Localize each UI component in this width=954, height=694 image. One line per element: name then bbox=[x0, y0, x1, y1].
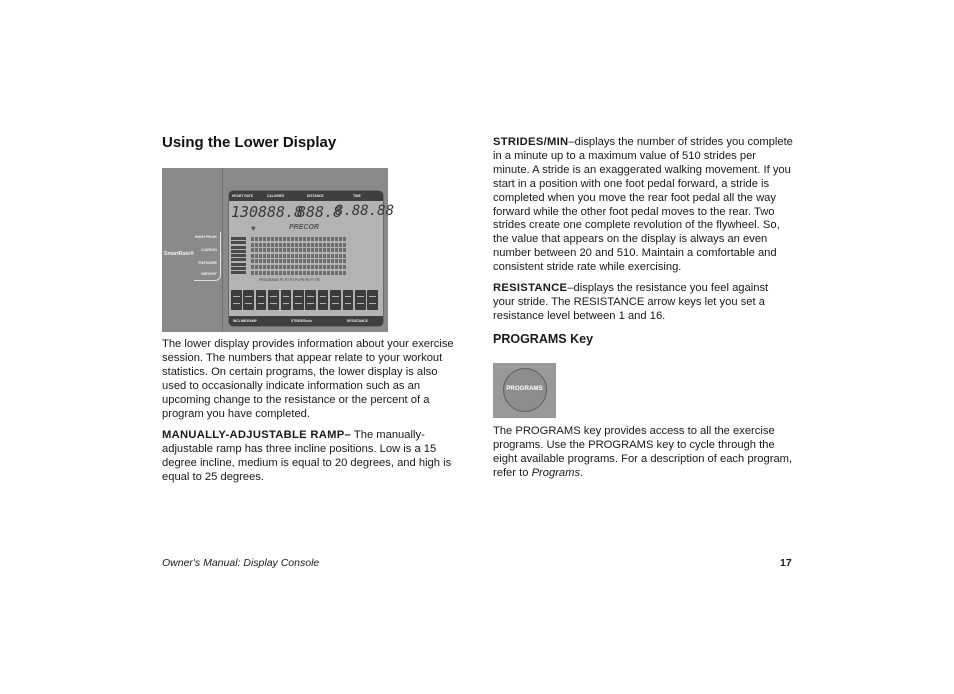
intensity-bars bbox=[231, 237, 246, 276]
lcd-footer-row bbox=[229, 316, 383, 326]
distance-readout: 888.8 bbox=[297, 203, 343, 221]
section-heading: Using the Lower Display bbox=[162, 134, 337, 151]
profile-column bbox=[319, 237, 322, 276]
program-profile-grid bbox=[251, 237, 347, 277]
program-label: CARDIO bbox=[201, 247, 217, 252]
smartrate-label: SmartRate® bbox=[164, 251, 194, 257]
message-digit bbox=[305, 290, 316, 310]
resistance-text: –displays the resistance you feel against your stride. The RESISTANCE arrow keys let you set a resistance level between 1 and 16. bbox=[493, 282, 769, 322]
profile-column bbox=[259, 237, 262, 276]
resistance-term: RESISTANCE bbox=[493, 282, 568, 294]
page-number: 17 bbox=[780, 557, 792, 569]
profile-column bbox=[343, 237, 346, 276]
programs-key-figure bbox=[493, 363, 556, 418]
profile-column bbox=[267, 237, 270, 276]
message-digit bbox=[343, 290, 354, 310]
message-digit bbox=[293, 290, 304, 310]
profile-column bbox=[279, 237, 282, 276]
profile-column bbox=[315, 237, 318, 276]
ramp-text: The manually-adjustable ramp has three incline positions. Low is a 15 degree incline, medium is equal to 20 degrees, and high is equal to 25 degrees. bbox=[162, 429, 452, 483]
console-display-figure bbox=[162, 168, 395, 332]
strides-term: STRIDES/MIN bbox=[493, 136, 569, 148]
brand-logo: PRECOR bbox=[289, 224, 319, 231]
message-digit bbox=[355, 290, 366, 310]
lcd-screen bbox=[228, 190, 395, 327]
profile-column bbox=[299, 237, 302, 276]
profile-column bbox=[291, 237, 294, 276]
profile-column bbox=[323, 237, 326, 276]
message-digit bbox=[318, 290, 329, 310]
programs-text: The PROGRAMS key provides access to all the exercise programs. Use the PROGRAMS key to cycle through the eight available programs. For a description of each program, refer to bbox=[493, 425, 793, 479]
lcd-header-label: TIME bbox=[353, 193, 361, 198]
profile-column bbox=[339, 237, 342, 276]
profile-column bbox=[311, 237, 314, 276]
lcd-header-label: CALORIES bbox=[267, 193, 285, 198]
profile-column bbox=[335, 237, 338, 276]
profile-column bbox=[307, 237, 310, 276]
heart-icon: ♥ bbox=[251, 224, 256, 233]
profile-column bbox=[331, 237, 334, 276]
profile-column bbox=[263, 237, 266, 276]
profile-column bbox=[327, 237, 330, 276]
lcd-footer-label: STRIDES/min bbox=[291, 318, 313, 323]
lcd-footer-label: INCLINE/RAMP bbox=[233, 318, 257, 323]
profile-column bbox=[295, 237, 298, 276]
time-readout: 8.88.88 bbox=[335, 203, 395, 219]
lcd-header-row bbox=[229, 191, 383, 201]
profile-column bbox=[303, 237, 306, 276]
message-digit bbox=[256, 290, 267, 310]
program-list bbox=[194, 232, 221, 281]
program-interval-labels: PROGRAMS P1 P2 P3 P4 P5 P6 P7 P8 bbox=[259, 278, 320, 282]
profile-column bbox=[255, 237, 258, 276]
message-digit bbox=[367, 290, 378, 310]
ramp-term: MANUALLY-ADJUSTABLE RAMP– bbox=[162, 429, 351, 441]
programs-key-heading: PROGRAMS Key bbox=[493, 332, 594, 346]
message-digit bbox=[281, 290, 292, 310]
program-label: HIGH PEAK bbox=[194, 234, 217, 239]
profile-column bbox=[287, 237, 290, 276]
profile-column bbox=[251, 237, 254, 276]
program-label: PATHURE bbox=[198, 260, 217, 265]
strides-paragraph bbox=[493, 136, 793, 275]
footer-manual-title: Owner's Manual: Display Console bbox=[162, 557, 320, 569]
message-digit bbox=[231, 290, 242, 310]
intro-paragraph: The lower display provides information about your exercise session. The numbers that appear relate to your workout statistics. On certain programs, the lower display is also used to occasionally indicate information such as an upcoming change to the resistance or the percent of a program you have completed. bbox=[162, 338, 454, 420]
lcd-header-label: DISTANCE bbox=[307, 193, 324, 198]
programs-button-label: PROGRAMS bbox=[506, 385, 543, 392]
message-digit bbox=[268, 290, 279, 310]
strides-text: –displays the number of strides you complete in a minute up to a maximum value of 510 strides per minute. A stride is an exaggerated walking movement. If you start in a position with one foot pedal forward, a stride is completed when you move the rear foot pedal all the way forward while the other foot pedal moves to the rear. Two strides create one complete revolution of the flywheel. So, the value that appears on the display is always an even number between 20 and 510. Maintain a comfortable and consistent stride rate while exercising. bbox=[493, 136, 793, 274]
program-label: WEIGHT bbox=[201, 271, 217, 276]
profile-column bbox=[271, 237, 274, 276]
programs-paragraph bbox=[493, 425, 793, 481]
message-digit bbox=[330, 290, 341, 310]
profile-column bbox=[275, 237, 278, 276]
programs-reference: Programs bbox=[531, 466, 581, 479]
message-digit bbox=[243, 290, 254, 310]
lcd-header-label: HEART RATE bbox=[232, 193, 254, 198]
heart-rate-readout: 130 bbox=[231, 203, 259, 221]
lcd-footer-label: RESISTANCE bbox=[347, 318, 369, 323]
profile-column bbox=[283, 237, 286, 276]
ramp-paragraph bbox=[162, 429, 462, 485]
calories-readout: 888.8 bbox=[258, 203, 304, 221]
message-display bbox=[231, 290, 381, 310]
resistance-paragraph bbox=[493, 282, 793, 324]
programs-text-end: . bbox=[580, 466, 584, 479]
